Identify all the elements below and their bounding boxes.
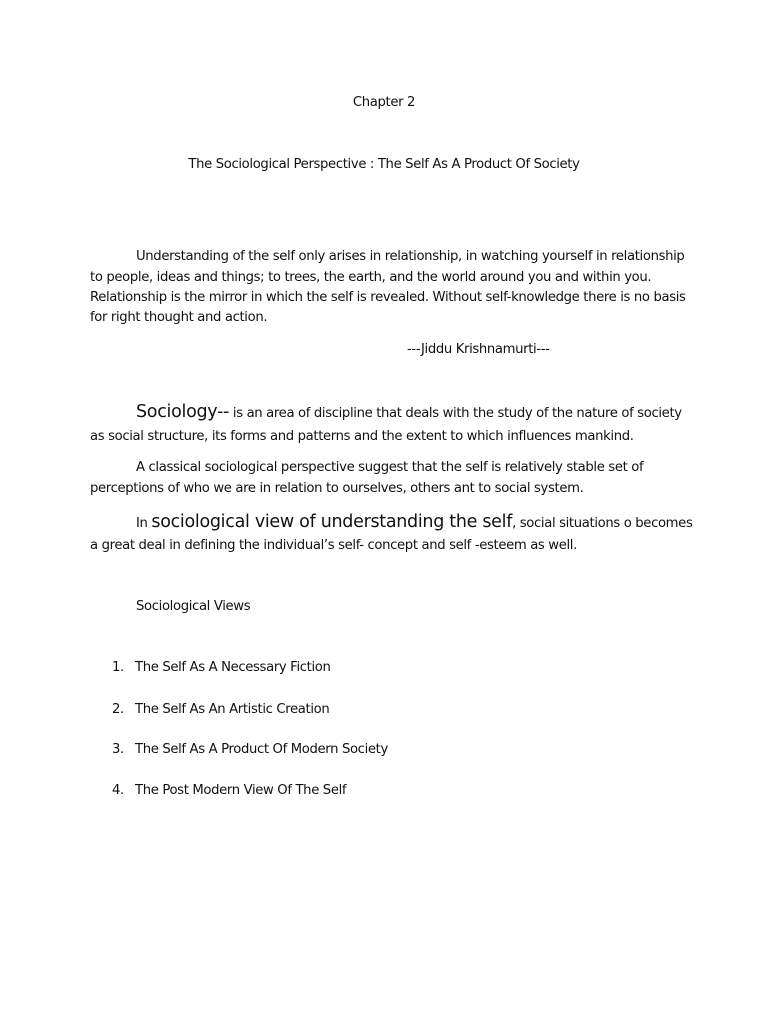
paragraph-line: [136, 513, 692, 533]
term-sociology: Sociology--: [136, 402, 230, 422]
quote-line: to people, ideas and things; to trees, the earth, and the world around you and within you.: [90, 270, 652, 285]
list-number: 1.: [112, 660, 124, 675]
quote-line: Relationship is the mirror in which the self is revealed. Without self-knowledge there is no basis: [90, 290, 686, 305]
list-number: 2.: [112, 702, 124, 717]
section-heading-views: Sociological Views: [136, 599, 251, 614]
paragraph-prefix: In: [136, 516, 152, 531]
paragraph-line: perceptions of who we are in relation to ourselves, others ant to social system.: [90, 481, 584, 496]
quote-attribution: ---Jiddu Krishnamurti---: [407, 342, 550, 357]
quote-line: for right thought and action.: [90, 310, 268, 325]
emphasis-phrase: sociological view of understanding the self: [151, 512, 513, 532]
list-item: [0, 782, 768, 802]
paragraph-line: [136, 403, 682, 423]
chapter-heading: Chapter 2: [352, 95, 416, 110]
list-item: [0, 701, 768, 721]
list-text: The Self As A Product Of Modern Society: [135, 742, 388, 757]
paragraph-line: as social structure, its forms and patterns and the extent to which influences mankind.: [90, 429, 634, 444]
chapter-title: The Sociological Perspective : The Self As A Product Of Society: [188, 157, 580, 172]
definition-text: is an area of discipline that deals with the study of the nature of society: [229, 406, 682, 421]
list-text: The Post Modern View Of The Self: [135, 783, 347, 798]
quote-line: Understanding of the self only arises in relationship, in watching yourself in relationship: [136, 249, 685, 264]
list-text: The Self As A Necessary Fiction: [135, 660, 331, 675]
paragraph-line: A classical sociological perspective suggest that the self is relatively stable set of: [136, 460, 644, 475]
list-item: [0, 741, 768, 761]
list-text: The Self As An Artistic Creation: [135, 702, 330, 717]
paragraph-text: , social situations o becomes: [512, 516, 693, 531]
list-number: 4.: [112, 783, 124, 798]
list-item: [0, 659, 768, 679]
paragraph-line: a great deal in defining the individual’s self- concept and self -esteem as well.: [90, 538, 577, 553]
list-number: 3.: [112, 742, 124, 757]
